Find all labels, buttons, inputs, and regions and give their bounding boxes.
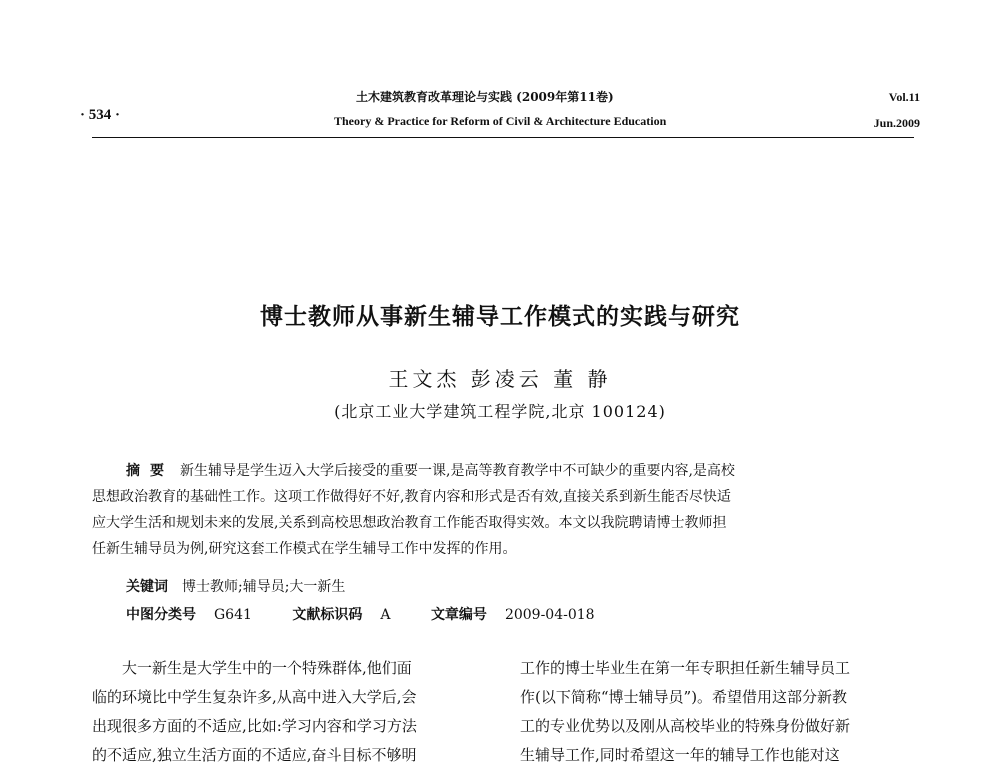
abstract-text: 新生辅导是学生迈入大学后接受的重要一课,是高等教育教学中不可缺少的重要内容,是高校	[180, 463, 735, 479]
keywords-label: 关键词	[126, 579, 168, 595]
doc-code-value: A	[380, 607, 391, 623]
body-line: 临的环境比中学生复杂许多,从高中进入大学后,会	[92, 688, 417, 706]
article-number-label: 文章编号	[430, 607, 487, 623]
abstract-line	[92, 458, 914, 484]
doc-code-label: 文献标识码	[292, 607, 363, 623]
body-line: 的不适应,独立生活方面的不适应,奋斗目标不够明	[92, 746, 417, 764]
header-rule	[92, 137, 914, 138]
body-column-left	[92, 654, 494, 770]
article-authors: 王文杰 彭凌云 董 静	[388, 367, 612, 391]
body-column-right	[520, 654, 922, 770]
abstract-label: 摘要	[126, 463, 174, 479]
abstract-line: 任新生辅导员为例,研究这套工作模式在学生辅导工作中发挥的作用。	[92, 541, 517, 557]
body-line: 作(以下简称“博士辅导员”)。希望借用这部分新教	[520, 688, 848, 706]
body-line: 大一新生是大学生中的一个特殊群体,他们面	[122, 659, 412, 677]
body-line: 生辅导工作,同时希望这一年的辅导工作也能对这	[520, 746, 840, 764]
body-line: 工作的博士毕业生在第一年专职担任新生辅导员工	[520, 659, 851, 677]
author-affiliation: (北京工业大学建筑工程学院,北京 100124)	[334, 402, 666, 421]
journal-title-cn: 土木建筑教育改革理论与实践 (2009年第11卷)	[356, 90, 614, 104]
clc-value: G641	[214, 607, 252, 623]
classification-line	[126, 604, 631, 624]
volume-label: Vol.11	[888, 90, 920, 104]
abstract	[92, 458, 914, 562]
journal-title-en: Theory & Practice for Reform of Civil & Architecture Education	[334, 114, 667, 128]
clc-label: 中图分类号	[126, 607, 196, 623]
issue-date: Jun.2009	[873, 116, 920, 130]
article-number-value: 2009-04-018	[504, 607, 595, 623]
keywords-value: 博士教师;辅导员;大一新生	[182, 579, 346, 595]
abstract-line: 思想政治教育的基础性工作。这项工作做得好不好,教育内容和形式是否有效,直接关系到新生能否尽快适	[92, 489, 731, 505]
body-line: 工的专业优势以及刚从高校毕业的特殊身份做好新	[520, 717, 851, 735]
body-line: 出现很多方面的不适应,比如:学习内容和学习方法	[92, 717, 417, 735]
article-title: 博士教师从事新生辅导工作模式的实践与研究	[260, 304, 740, 330]
abstract-line: 应大学生活和规划未来的发展,关系到高校思想政治教育工作能否取得实效。本文以我院聘请博士教师担	[92, 515, 727, 531]
keywords	[126, 576, 345, 596]
page-number: · 534 ·	[80, 107, 121, 123]
